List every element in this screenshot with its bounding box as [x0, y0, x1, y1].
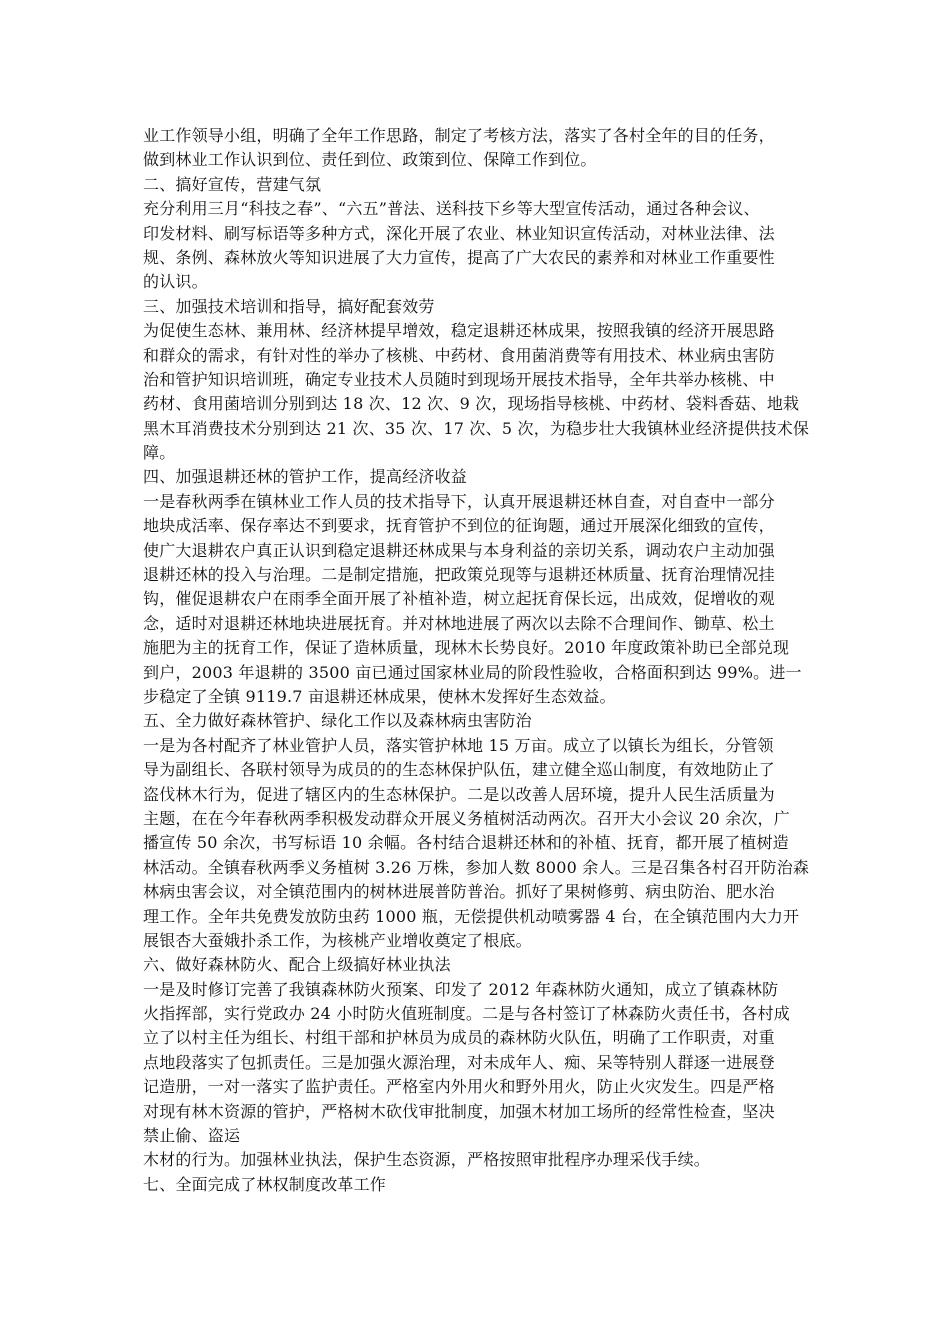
section-heading: 五、全力做好森林管护、绿化工作以及森林病虫害防治	[143, 711, 532, 731]
text-line: 一是春秋两季在镇林业工作人员的技术指导下，认真开展退耕还林自查，对自查中一部分	[143, 491, 775, 511]
text-line: 施肥为主的抚育工作，保证了造林质量，现林木长势良好。2010 年度政策补助已全部兑现	[143, 638, 790, 658]
section-heading: 二、搞好宣传，营建气氛	[143, 174, 322, 194]
section-heading: 三、加强技术培训和指导，搞好配套效劳	[143, 296, 435, 316]
text-line: 黑木耳消费技术分别到达 21 次、35 次、17 次、5 次，为稳步壮大我镇林业经济提供技术保	[143, 418, 810, 438]
text-line: 印发材料、刷写标语等多种方式，深化开展了农业、林业知识宣传活动，对林业法律、法	[143, 223, 775, 243]
text-line: 展银杏大蚕娥扑杀工作，为核桃产业增收奠定了根底。	[143, 930, 532, 950]
text-line: 理工作。全年共免费发放防虫药 1000 瓶，无偿提供机动喷雾器 4 台，在全镇范围内大力开	[143, 906, 800, 926]
text-line: 障。	[143, 443, 176, 463]
text-line: 充分利用三月“科技之春”、“六五”普法、送科技下乡等大型宣传活动，通过各种会议、	[143, 199, 760, 219]
document-body	[143, 124, 823, 1197]
text-line: 点地段落实了包抓责任。三是加强火源治理，对未成年人、痴、呆等特别人群逐一进展登	[143, 1052, 775, 1072]
text-line: 立了以村主任为组长、村组干部和护林员为成员的森林防火队伍，明确了工作职责，对重	[143, 1028, 775, 1048]
text-line: 一是为各村配齐了林业管护人员，落实管护林地 15 万亩。成立了以镇长为组长，分管领	[143, 735, 774, 755]
text-line: 为促使生态林、兼用林、经济林提早增效，稳定退耕还林成果，按照我镇的经济开展思路	[143, 321, 775, 341]
text-line: 主题，在在今年春秋两季积极发动群众开展义务植树活动两次。召开大小会议 20 余次，广	[143, 808, 790, 828]
text-line: 念，适时对退耕还林地块进展抚育。并对林地进展了两次以去除不合理间作、锄草、松土	[143, 613, 775, 633]
text-line: 禁止偷、盗运	[143, 1126, 241, 1146]
text-line: 地块成活率、保存率达不到要求，抚育管护不到位的征询题，通过开展深化细致的宣传，	[143, 516, 775, 536]
text-line: 一是及时修订完善了我镇森林防火预案、印发了 2012 年森林防火通知，成立了镇森林防	[143, 979, 779, 999]
text-line: 规、条例、森林放火等知识进展了大力宣传，提高了广大农民的素养和对林业工作重要性	[143, 247, 775, 267]
text-line: 的认识。	[143, 272, 208, 292]
text-line: 做到林业工作认识到位、责任到位、政策到位、保障工作到位。	[143, 150, 597, 170]
text-line: 木材的行为。加强林业执法，保护生态资源，严格按照审批程序办理采伐手续。	[143, 1150, 711, 1170]
text-line: 和群众的需求，有针对性的举办了核桃、中药材、食用菌消费等有用技术、林业病虫害防	[143, 345, 775, 365]
text-line: 播宣传 50 余次，书写标语 10 余幅。各村结合退耕还林和的补植、抚育，都开展了植树造	[143, 833, 789, 853]
text-line: 钩，催促退耕农户在雨季全面开展了补植补造，树立起抚育保长远，出成效，促增收的观	[143, 589, 775, 609]
section-heading: 四、加强退耕还林的管护工作，提高经济收益	[143, 467, 468, 487]
text-line: 林病虫害会议，对全镇范围内的树林进展普防普治。抓好了果树修剪、病虫防治、肥水治	[143, 882, 775, 902]
text-line: 药材、食用菌培训分别到达 18 次、12 次、9 次，现场指导核桃、中药材、袋料香菇、地栽	[143, 394, 800, 414]
text-line: 盗伐林木行为，促进了辖区内的生态林保护。二是以改善人居环境，提升人民生活质量为	[143, 784, 775, 804]
section-heading: 七、全面完成了林权制度改革工作	[143, 1174, 387, 1194]
text-line: 对现有林木资源的管护，严格树木砍伐审批制度，加强木材加工场所的经常性检查，坚决	[143, 1101, 775, 1121]
text-line: 记造册，一对一落实了监护责任。严格室内外用火和野外用火，防止火灾发生。四是严格	[143, 1077, 775, 1097]
text-line: 退耕还林的投入与治理。二是制定措施，把政策兑现等与退耕还林质量、抚育治理情况挂	[143, 565, 775, 585]
text-line: 林活动。全镇春秋两季义务植树 3.26 万株，参加人数 8000 余人。三是召集各村召开防治森	[143, 857, 810, 877]
text-line: 治和管护知识培训班，确定专业技术人员随时到现场开展技术指导，全年共举办核桃、中	[143, 369, 775, 389]
text-line: 业工作领导小组，明确了全年工作思路，制定了考核方法，落实了各村全年的目的任务，	[143, 126, 775, 145]
text-line: 火指挥部，实行党政办 24 小时防火值班制度。二是与各村签订了林森防火责任书，各村成	[143, 1004, 790, 1024]
text-line: 步稳定了全镇 9119.7 亩退耕还林成果，使林木发挥好生态效益。	[143, 686, 616, 706]
section-heading: 六、做好森林防火、配合上级搞好林业执法	[143, 955, 451, 975]
text-line: 到户，2003 年退耕的 3500 亩已通过国家林业局的阶段性验收，合格面积到达 99%。进一	[143, 662, 802, 682]
text-line: 导为副组长、各联村领导为成员的的生态林保护队伍，建立健全巡山制度，有效地防止了	[143, 760, 775, 780]
text-line: 使广大退耕农户真正认识到稳定退耕还林成果与本身利益的亲切关系，调动农户主动加强	[143, 540, 775, 560]
